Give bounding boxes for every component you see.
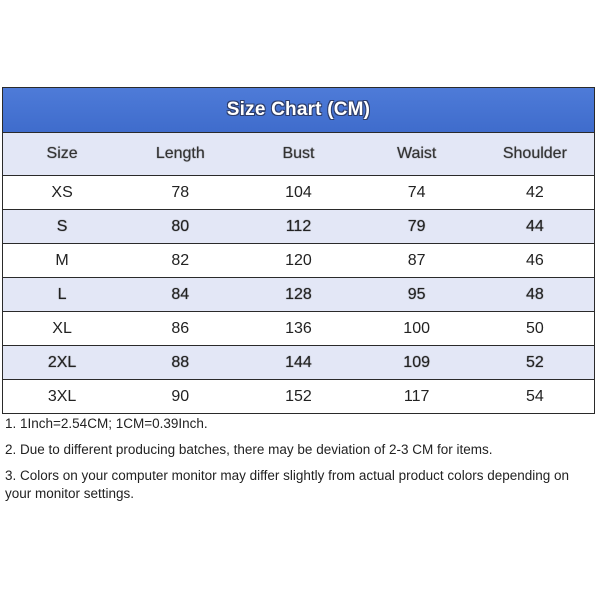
- size-chart-title: Size Chart (CM): [226, 99, 371, 120]
- cell-bust: 144: [239, 346, 357, 380]
- note-color: 3. Colors on your computer monitor may differ slightly from actual product colors depending on your monitor settings.: [5, 468, 570, 501]
- cell-length: 86: [121, 312, 239, 346]
- cell-waist: 74: [358, 176, 476, 210]
- cell-bust: 104: [239, 176, 357, 210]
- cell-length: 90: [121, 380, 239, 414]
- table-row: [3, 346, 594, 380]
- cell-bust: 112: [239, 210, 357, 244]
- cell-shoulder: 54: [476, 380, 594, 414]
- table-row: [3, 312, 594, 346]
- cell-length: 80: [121, 210, 239, 244]
- header-bust: Bust: [239, 133, 357, 176]
- cell-bust: 120: [239, 244, 357, 278]
- table-row: [3, 278, 594, 312]
- size-notes: [5, 415, 590, 511]
- cell-size: 3XL: [3, 380, 121, 414]
- cell-shoulder: 44: [476, 210, 594, 244]
- cell-shoulder: 48: [476, 278, 594, 312]
- cell-bust: 128: [239, 278, 357, 312]
- cell-waist: 79: [358, 210, 476, 244]
- cell-waist: 87: [358, 244, 476, 278]
- note-deviation: 2. Due to different producing batches, there may be deviation of 2-3 CM for items.: [5, 442, 493, 457]
- cell-size: M: [3, 244, 121, 278]
- cell-bust: 136: [239, 312, 357, 346]
- cell-length: 84: [121, 278, 239, 312]
- cell-length: 88: [121, 346, 239, 380]
- header-waist: Waist: [358, 133, 476, 176]
- cell-size: 2XL: [3, 346, 121, 380]
- header-shoulder: Shoulder: [476, 133, 594, 176]
- header-length: Length: [121, 133, 239, 176]
- size-chart: [2, 87, 595, 414]
- header-size: Size: [3, 133, 121, 176]
- cell-bust: 152: [239, 380, 357, 414]
- table-row: [3, 244, 594, 278]
- cell-size: XS: [3, 176, 121, 210]
- cell-shoulder: 50: [476, 312, 594, 346]
- note-conversion: 1. 1Inch=2.54CM; 1CM=0.39Inch.: [5, 416, 208, 431]
- cell-shoulder: 52: [476, 346, 594, 380]
- cell-length: 82: [121, 244, 239, 278]
- table-row: [3, 380, 594, 414]
- table-header-row: [3, 133, 594, 176]
- table-row: [3, 176, 594, 210]
- size-table: [3, 133, 594, 413]
- cell-shoulder: 42: [476, 176, 594, 210]
- cell-size: XL: [3, 312, 121, 346]
- cell-size: S: [3, 210, 121, 244]
- table-row: [3, 210, 594, 244]
- cell-waist: 109: [358, 346, 476, 380]
- size-chart-title-bar: [3, 88, 594, 133]
- cell-waist: 95: [358, 278, 476, 312]
- cell-waist: 100: [358, 312, 476, 346]
- cell-length: 78: [121, 176, 239, 210]
- cell-waist: 117: [358, 380, 476, 414]
- cell-size: L: [3, 278, 121, 312]
- cell-shoulder: 46: [476, 244, 594, 278]
